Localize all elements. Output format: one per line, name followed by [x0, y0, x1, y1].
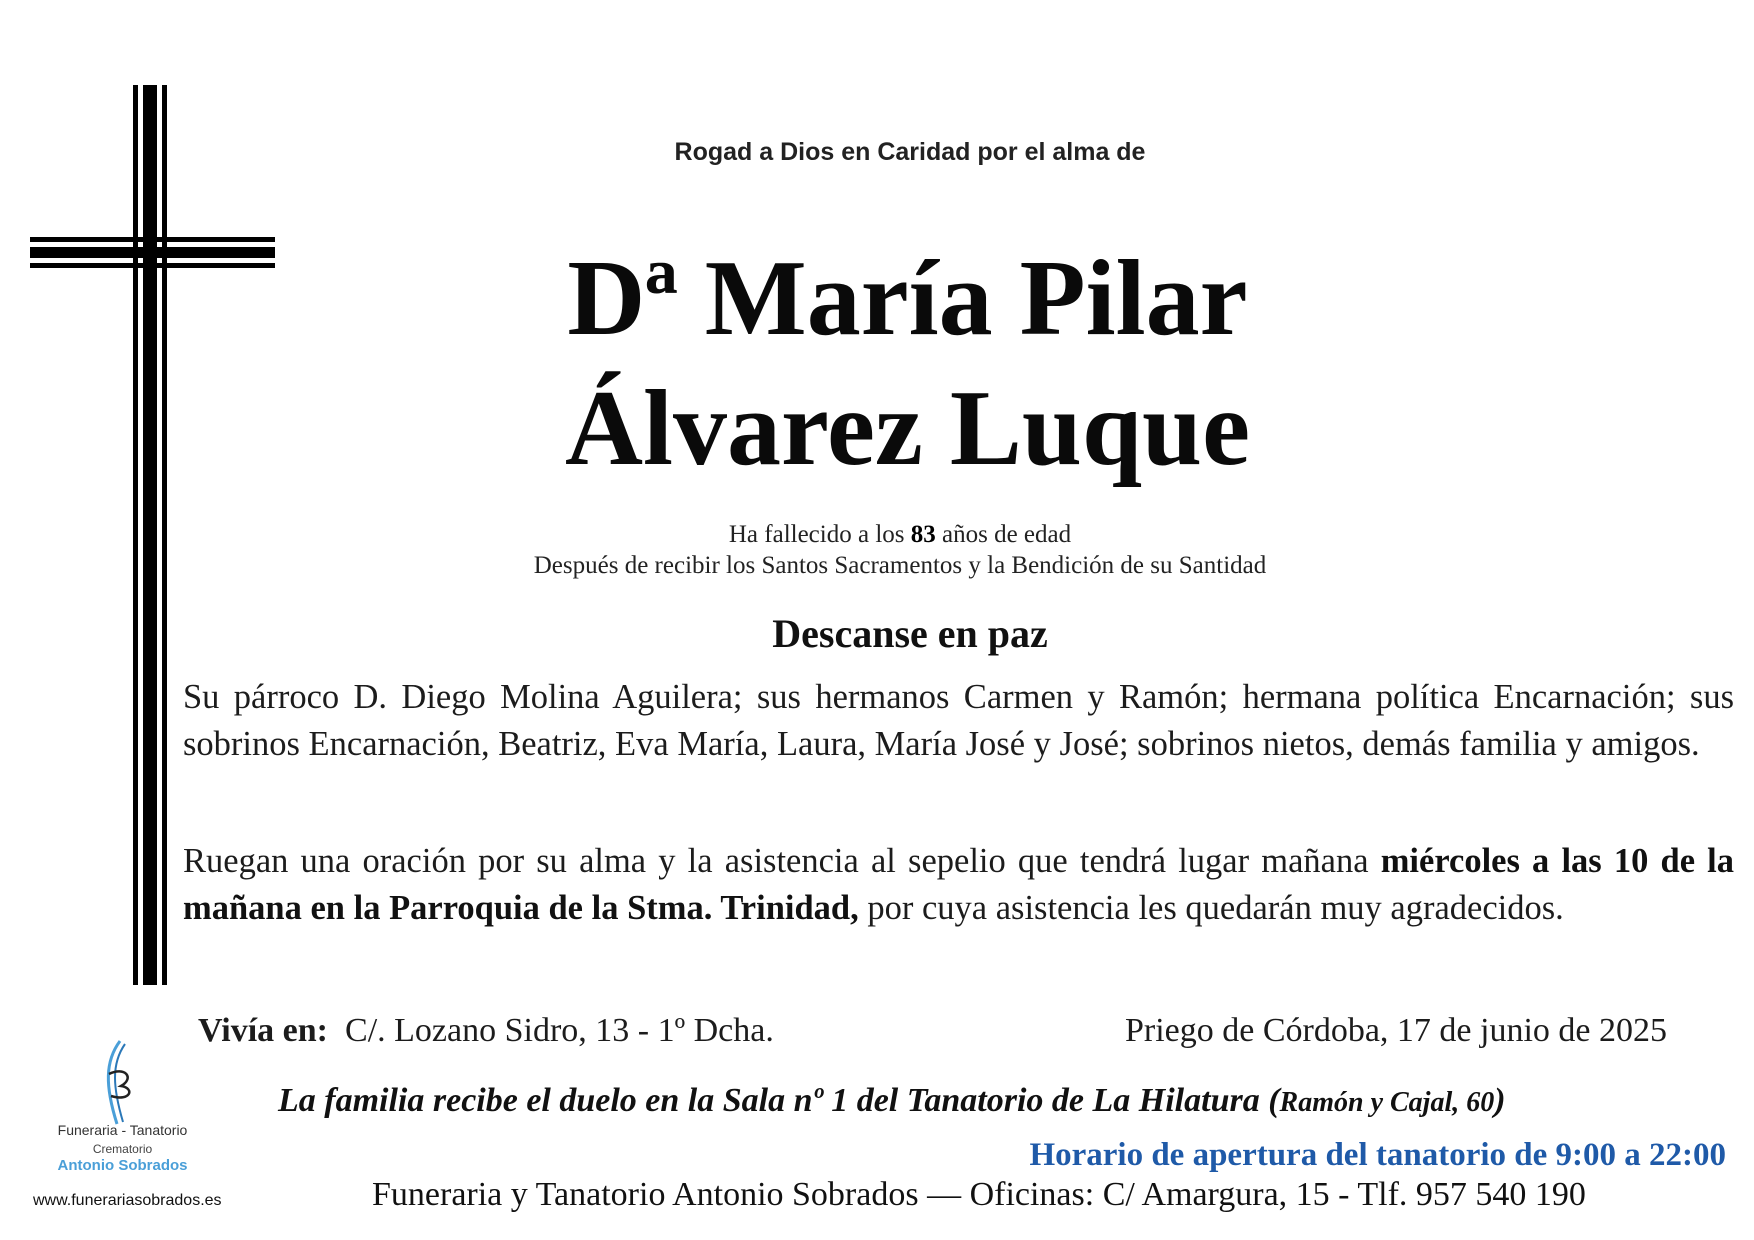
- request-ceremony: miércoles a las 10 de la mañana en la Parroquia de la Stma. Trinidad,: [183, 842, 1735, 927]
- funeraria-logo-icon: [95, 1036, 145, 1126]
- age-value: 83: [910, 521, 936, 548]
- family-paragraph: Su párroco D. Diego Molina Aguilera; sus hermanos Carmen y Ramón; hermana política Encarnación; sus sobrinos Encarnación, Beatriz, Eva María, Laura, María José y José; sobrinos nietos, demás familia y amigos.: [183, 678, 1734, 763]
- place-date: Priego de Córdoba, 17 de junio de 2025: [1124, 1012, 1667, 1049]
- opening-hours: Horario de apertura del tanatorio de 9:00 a 22:00: [1029, 1137, 1726, 1173]
- logo-line3: Antonio Sobrados: [57, 1157, 188, 1174]
- address-value: C/. Lozano Sidro, 13 - 1º Dcha.: [345, 1012, 774, 1049]
- age-line: [420, 519, 1380, 550]
- age-prefix: Ha fallecido a los: [728, 521, 905, 548]
- duelo-main: La familia recibe el duelo en la Sala nº 1 del Tanatorio de La Hilatura (: [278, 1082, 1280, 1119]
- prayer-heading: Rogad a Dios en Caridad por el alma de: [674, 138, 1146, 166]
- request-outro: por cuya asistencia les quedarán muy agradecidos.: [867, 889, 1564, 927]
- address-line: [198, 1012, 774, 1050]
- deceased-name-line1: Dª María Pilar: [567, 239, 1248, 358]
- deceased-name-line2: Álvarez Luque: [564, 369, 1251, 488]
- rip-heading: Descanse en paz: [772, 611, 1048, 656]
- address-label: Vivía en:: [198, 1012, 329, 1049]
- duelo-address: Ramón y Cajal, 60: [1279, 1087, 1495, 1118]
- request-intro: Ruegan una oración por su alma y la asistencia al sepelio que tendrá lugar mañana: [183, 842, 1369, 880]
- sacraments-line: Después de recibir los Santos Sacramentos y la Bendición de su Santidad: [533, 552, 1267, 579]
- duelo-close: ): [1494, 1082, 1506, 1119]
- website-link[interactable]: www.funerariasobrados.es: [33, 1192, 222, 1209]
- request-paragraph: [183, 838, 1734, 932]
- duelo-line: [278, 1082, 1713, 1120]
- logo-line1: Funeraria - Tanatorio: [57, 1122, 188, 1138]
- logo-line2: Crematorio: [92, 1142, 153, 1156]
- footer-contact: Funeraria y Tanatorio Antonio Sobrados — Oficinas: C/ Amargura, 15 - Tlf. 957 540 190: [372, 1176, 1586, 1213]
- age-suffix: años de edad: [942, 521, 1072, 548]
